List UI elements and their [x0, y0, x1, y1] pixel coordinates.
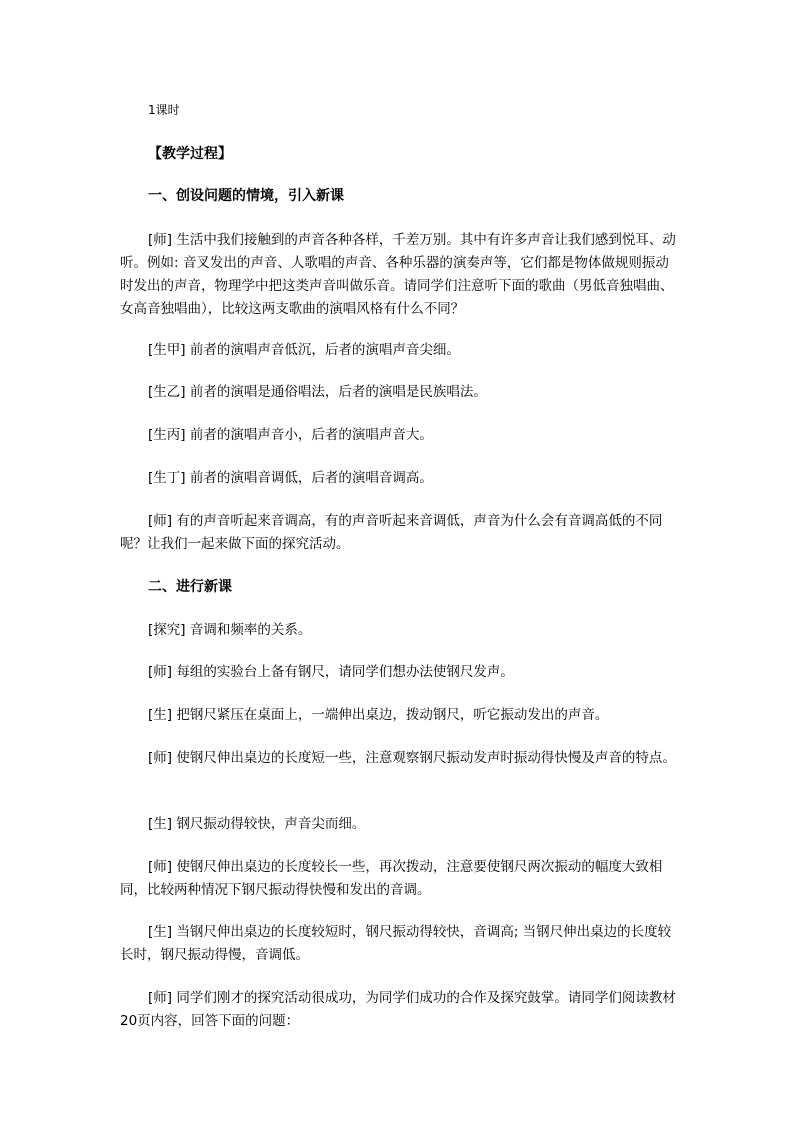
paragraph-student-d: [生丁] 前者的演唱音调低，后者的演唱音调高。	[148, 470, 433, 486]
paragraph-student-a: [生甲] 前者的演唱声音低沉，后者的演唱声音尖细。	[148, 342, 460, 358]
lesson-count: 1课时	[148, 103, 180, 117]
paragraph-student-compare: [生] 当钢尺伸出桌边的长度较短时，钢尺振动得较快，音调高; 当钢尺伸出桌边的长度较长时，钢尺振动得慢，音调低。	[120, 924, 672, 963]
paragraph-student-b: [生乙] 前者的演唱是通俗唱法，后者的演唱是民族唱法。	[148, 384, 487, 400]
heading-intro: 一、创设问题的情境，引入新课	[148, 188, 344, 204]
paragraph-teacher-intro: [师] 生活中我们接触到的声音各种各样，千差万别。其中有许多声音让我们感到悦耳、动听。例如: 音叉发出的声音、人歌唱的声音、各种乐器的演奏声等，它们都是物体做规则振动时发出的声音，物理学中把这类声音叫做乐音。请同学们注意听下面的歌曲（男低音独唱曲、女高音独唱曲），比较这两支歌曲的演唱风格有什么不同？	[120, 232, 676, 317]
paragraph-inquiry: [探究] 音调和频率的关系。	[148, 622, 312, 638]
paragraph-teacher-short: [师] 使钢尺伸出桌边的长度短一些，注意观察钢尺振动发声时振动得快慢及声音的特点。	[148, 750, 676, 766]
paragraph-teacher-long: [师] 使钢尺伸出桌边的长度较长一些，再次拨动，注意要使钢尺两次振动的幅度大致相同，比较两种情况下钢尺振动得快慢和发出的音调。	[120, 859, 663, 898]
paragraph-student-ruler: [生] 把钢尺紧压在桌面上，一端伸出桌边，拨动钢尺，听它振动发出的声音。	[148, 707, 609, 723]
paragraph-student-c: [生丙] 前者的演唱声音小，后者的演唱声音大。	[148, 427, 433, 443]
section-title: 【教学过程】	[148, 146, 232, 162]
paragraph-teacher-question: [师] 有的声音听起来音调高，有的声音听起来音调低，声音为什么会有音调高低的不同呢？让我们一起来做下面的探究活动。	[120, 513, 663, 552]
heading-new-lesson: 二、进行新课	[148, 579, 232, 595]
paragraph-teacher-ruler: [师] 每组的实验台上备有钢尺，请同学们想办法使钢尺发声。	[148, 664, 514, 680]
paragraph-student-fast: [生] 钢尺振动得较快，声音尖而细。	[148, 816, 366, 832]
paragraph-teacher-reading: [师] 同学们刚才的探究活动很成功，为同学们成功的合作及探究鼓掌。请同学们阅读教材 20页内容，回答下面的问题：	[120, 990, 676, 1029]
